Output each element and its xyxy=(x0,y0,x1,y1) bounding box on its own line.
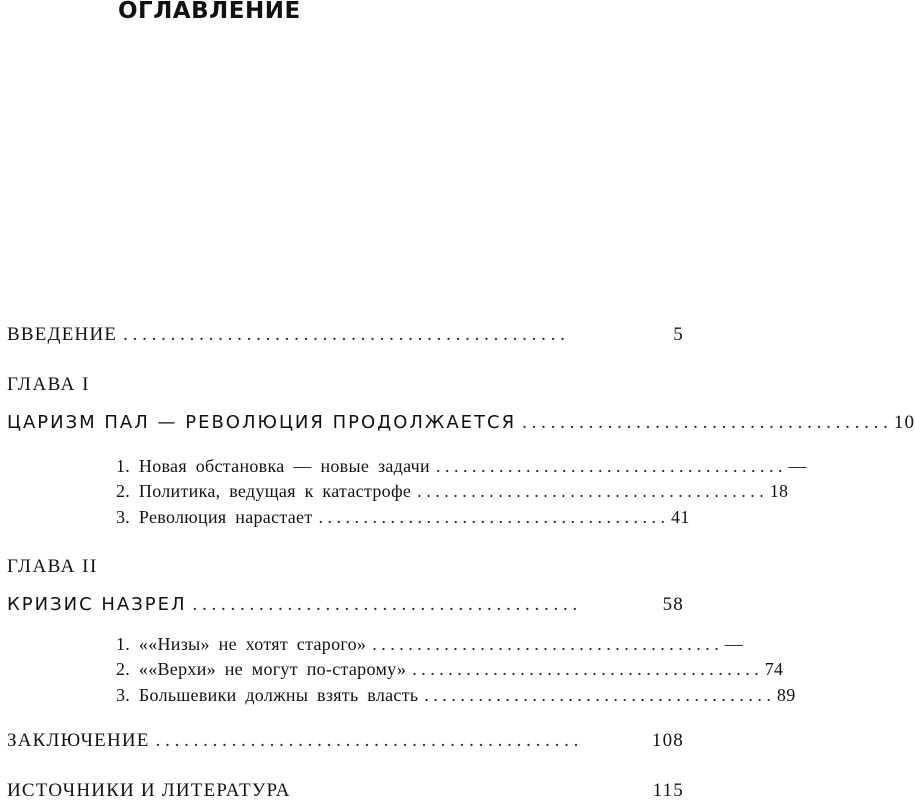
chapter-label-2: ГЛАВА II xyxy=(7,556,98,577)
toc-entry-label: 3. Большевики должны взять власть xyxy=(116,685,419,705)
leader-dots: . . . . . . . . . . . . . . . . . . . . . . . . . . . . . . . . . . . . . . . . . xyxy=(192,594,578,615)
toc-entry-label: 2. ««Верхи» не могут по-старому» xyxy=(116,659,407,679)
toc-entry-label: ЦАРИЗМ ПАЛ — РЕВОЛЮЦИЯ ПРОДОЛЖАЕТСЯ xyxy=(7,412,517,433)
toc-page-number: 108 xyxy=(651,730,684,751)
toc-entry-label: 1. ««Низы» не хотят старого» xyxy=(116,634,367,654)
toc-page-number: 41 xyxy=(671,507,690,527)
leader-dots: . . . . . . . . . . . . . . . . . . . . . . . . . . . . . . . . . . . . . . . xyxy=(372,634,719,654)
leader-dots: . . . . . . . . . . . . . . . . . . . . . . . . . . . . . . . . . . . . . . . xyxy=(412,659,759,679)
leader-dots: . . . . . . . . . . . . . . . . . . . . . . . . . . . . . . . . . . . . . . . xyxy=(424,685,771,705)
page-title: ОГЛАВЛЕНИЕ xyxy=(118,0,301,24)
leader-dots: . . . . . . . . . . . . . . . . . . . . . . . . . . . . . . . . . . . . . . . . . . . . . . . xyxy=(123,324,565,345)
toc-entry-label: 1. Новая обстановка — новые задачи xyxy=(116,456,430,476)
toc-page-number: 74 xyxy=(764,659,784,679)
toc-entry-section[interactable] xyxy=(116,634,744,655)
toc-entry-label: ВВЕДЕНИЕ xyxy=(7,324,118,345)
toc-entry-section[interactable] xyxy=(116,507,690,528)
toc-entry-label: 2. Политика, ведущая к катастрофе xyxy=(116,481,412,501)
toc-entry-label: ИСТОЧНИКИ И ЛИТЕРАТУРА xyxy=(7,780,291,801)
toc-entry-label: КРИЗИС НАЗРЕЛ xyxy=(7,594,187,615)
toc-page-number: — xyxy=(788,456,807,476)
toc-page-number: 89 xyxy=(776,685,796,705)
leader-dots: . . . . . . . . . . . . . . . . . . . . . . . . . . . . . . . . . . . . . . . xyxy=(522,412,888,433)
toc-page-number: 10 xyxy=(893,412,915,433)
toc-entry-chapter-1[interactable] xyxy=(7,412,915,434)
leader-dots: . . . . . . . . . . . . . . . . . . . . . . . . . . . . . . . . . . . . . . . . . . . . . xyxy=(155,730,579,751)
toc-entry-label: ЗАКЛЮЧЕНИЕ xyxy=(7,730,150,751)
toc-entry-section[interactable] xyxy=(116,481,789,502)
leader-dots: . . . . . . . . . . . . . . . . . . . . . . . . . . . . . . . . . . . . . . . xyxy=(318,507,666,527)
toc-page-number: 5 xyxy=(673,324,684,345)
toc-entry-sources[interactable] xyxy=(7,780,684,802)
toc-page-number: 115 xyxy=(652,780,684,801)
toc-entry-chapter-2[interactable] xyxy=(7,594,684,616)
toc-entry-section[interactable] xyxy=(116,685,796,706)
toc-page-number: 18 xyxy=(769,481,789,501)
toc-entry-section[interactable] xyxy=(116,659,784,680)
toc-entry-label: 3. Революция нарастает xyxy=(116,507,313,527)
toc-page-number: — xyxy=(724,634,744,654)
toc-entry-intro[interactable] xyxy=(7,324,684,346)
toc-entry-section[interactable] xyxy=(116,456,807,477)
toc-entry-conclusion[interactable] xyxy=(7,730,684,752)
chapter-label-1: ГЛАВА I xyxy=(7,374,90,395)
leader-dots: . . . . . . . . . . . . . . . . . . . . . . . . . . . . . . . . . . . . . . . xyxy=(417,481,764,501)
toc-page-number: 58 xyxy=(662,594,684,615)
leader-dots: . . . . . . . . . . . . . . . . . . . . . . . . . . . . . . . . . . . . . . . xyxy=(435,456,783,476)
